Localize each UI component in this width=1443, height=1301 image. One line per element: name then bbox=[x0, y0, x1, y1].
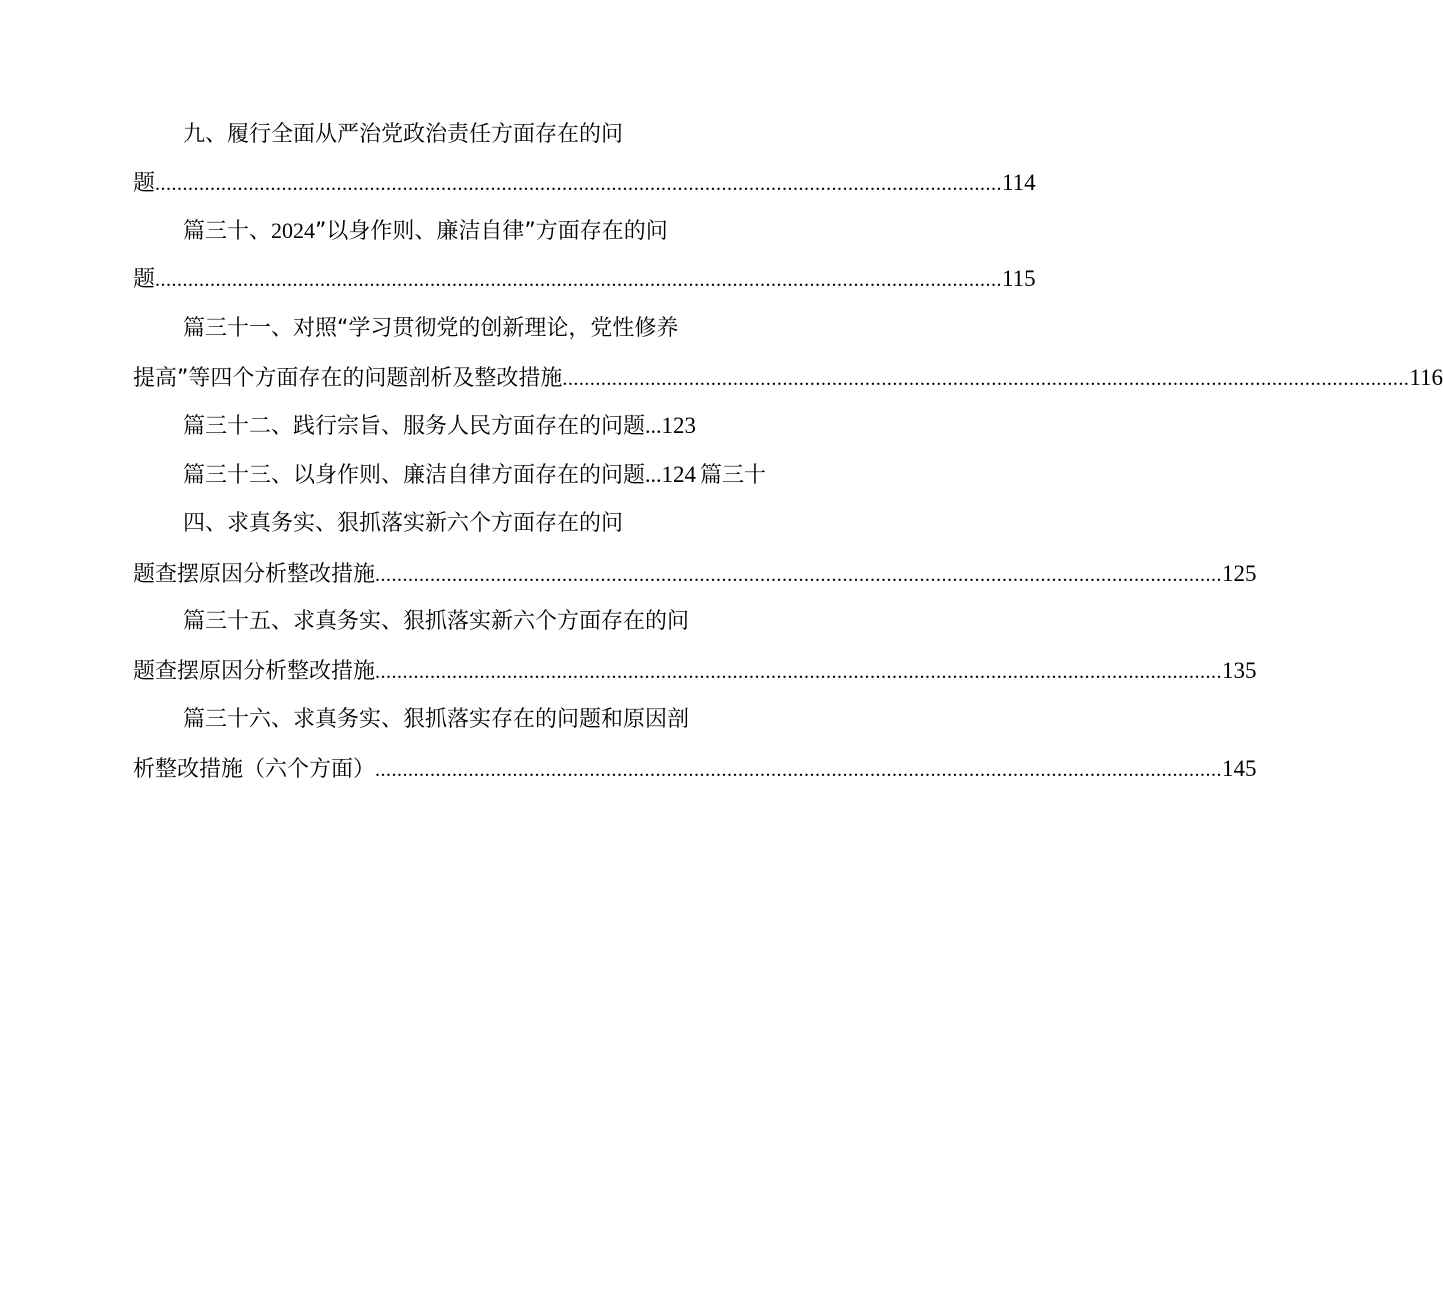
toc-entry-text: 四、求真务实、狠抓落实新六个方面存在的问 bbox=[183, 511, 624, 536]
toc-entry-text: 篇三十二、践行宗旨、服务人民方面存在的问题 bbox=[183, 414, 646, 439]
toc-entry-text: 析整改措施（六个方面） bbox=[133, 757, 376, 782]
dot-leader-short: ... bbox=[645, 462, 662, 487]
dot-leader-short: ... bbox=[645, 413, 662, 438]
dot-leader: .......................................................................................................................................................... bbox=[375, 759, 1223, 781]
dot-leader: .......................................................................................................................................................... bbox=[375, 564, 1223, 586]
toc-entry-title bbox=[183, 312, 678, 346]
toc-entry-title bbox=[183, 703, 689, 737]
page-number: 123 bbox=[661, 413, 697, 438]
toc-entry-text: ”以身作则、廉洁自律”方面存在的问 bbox=[315, 219, 668, 244]
toc-entry-text: 篇三十、 bbox=[183, 219, 272, 244]
toc-entry-single[interactable] bbox=[183, 458, 766, 492]
page-number: 114 bbox=[1002, 170, 1036, 195]
toc-entry-text: 篇三十五、求真务实、狠抓落实新六个方面存在的问 bbox=[183, 609, 690, 634]
dot-leader: .......................................................................................................................................................... bbox=[155, 173, 1003, 195]
toc-entry-continuation[interactable] bbox=[133, 654, 1257, 688]
toc-entry-text: 提高”等四个方面存在的问题剖析及整改措施 bbox=[133, 366, 563, 391]
toc-entry-text: 篇三十三、以身作则、廉洁自律方面存在的问题 bbox=[183, 463, 646, 488]
page-number: 125 bbox=[1222, 561, 1257, 586]
toc-entry-text: 题 bbox=[133, 171, 156, 196]
toc-entry-title bbox=[183, 118, 623, 152]
dot-leader: .......................................................................................................................................................... bbox=[375, 661, 1223, 683]
toc-entry-continuation[interactable] bbox=[133, 557, 1257, 591]
toc-entry-text: 篇三十六、求真务实、狠抓落实存在的问题和原因剖 bbox=[183, 707, 690, 732]
toc-entry-title bbox=[183, 214, 668, 248]
toc-entry-continuation[interactable] bbox=[133, 166, 1036, 200]
dot-leader: .......................................................................................................................................................... bbox=[155, 269, 1003, 291]
page-number: 115 bbox=[1002, 266, 1036, 291]
page-number: 124 bbox=[661, 462, 697, 487]
toc-entry-text: 九、履行全面从严治党政治责任方面存在的问 bbox=[183, 122, 624, 147]
toc-entry-text: 题 bbox=[133, 267, 156, 292]
toc-entry-text: 题查摆原因分析整改措施 bbox=[133, 562, 376, 587]
dot-leader: .......................................................................................................................................................... bbox=[562, 368, 1410, 390]
toc-entry-text: 篇三十 bbox=[700, 463, 767, 488]
toc-entry-year: 2024 bbox=[271, 218, 316, 243]
toc-entry-title bbox=[183, 605, 689, 639]
toc-entry-text: 题查摆原因分析整改措施 bbox=[133, 659, 376, 684]
page-number: 116 bbox=[1409, 365, 1443, 390]
toc-entry-continuation[interactable] bbox=[133, 262, 1036, 296]
toc-entry-title bbox=[183, 507, 623, 541]
toc-entry-text: 篇三十一、对照“学习贯彻党的创新理论，党性修养 bbox=[183, 316, 679, 341]
toc-entry-single[interactable] bbox=[183, 409, 696, 443]
page-number: 135 bbox=[1222, 658, 1257, 683]
toc-entry-continuation[interactable] bbox=[133, 361, 1443, 395]
page-number: 145 bbox=[1222, 756, 1257, 781]
toc-entry-continuation[interactable] bbox=[133, 752, 1257, 786]
